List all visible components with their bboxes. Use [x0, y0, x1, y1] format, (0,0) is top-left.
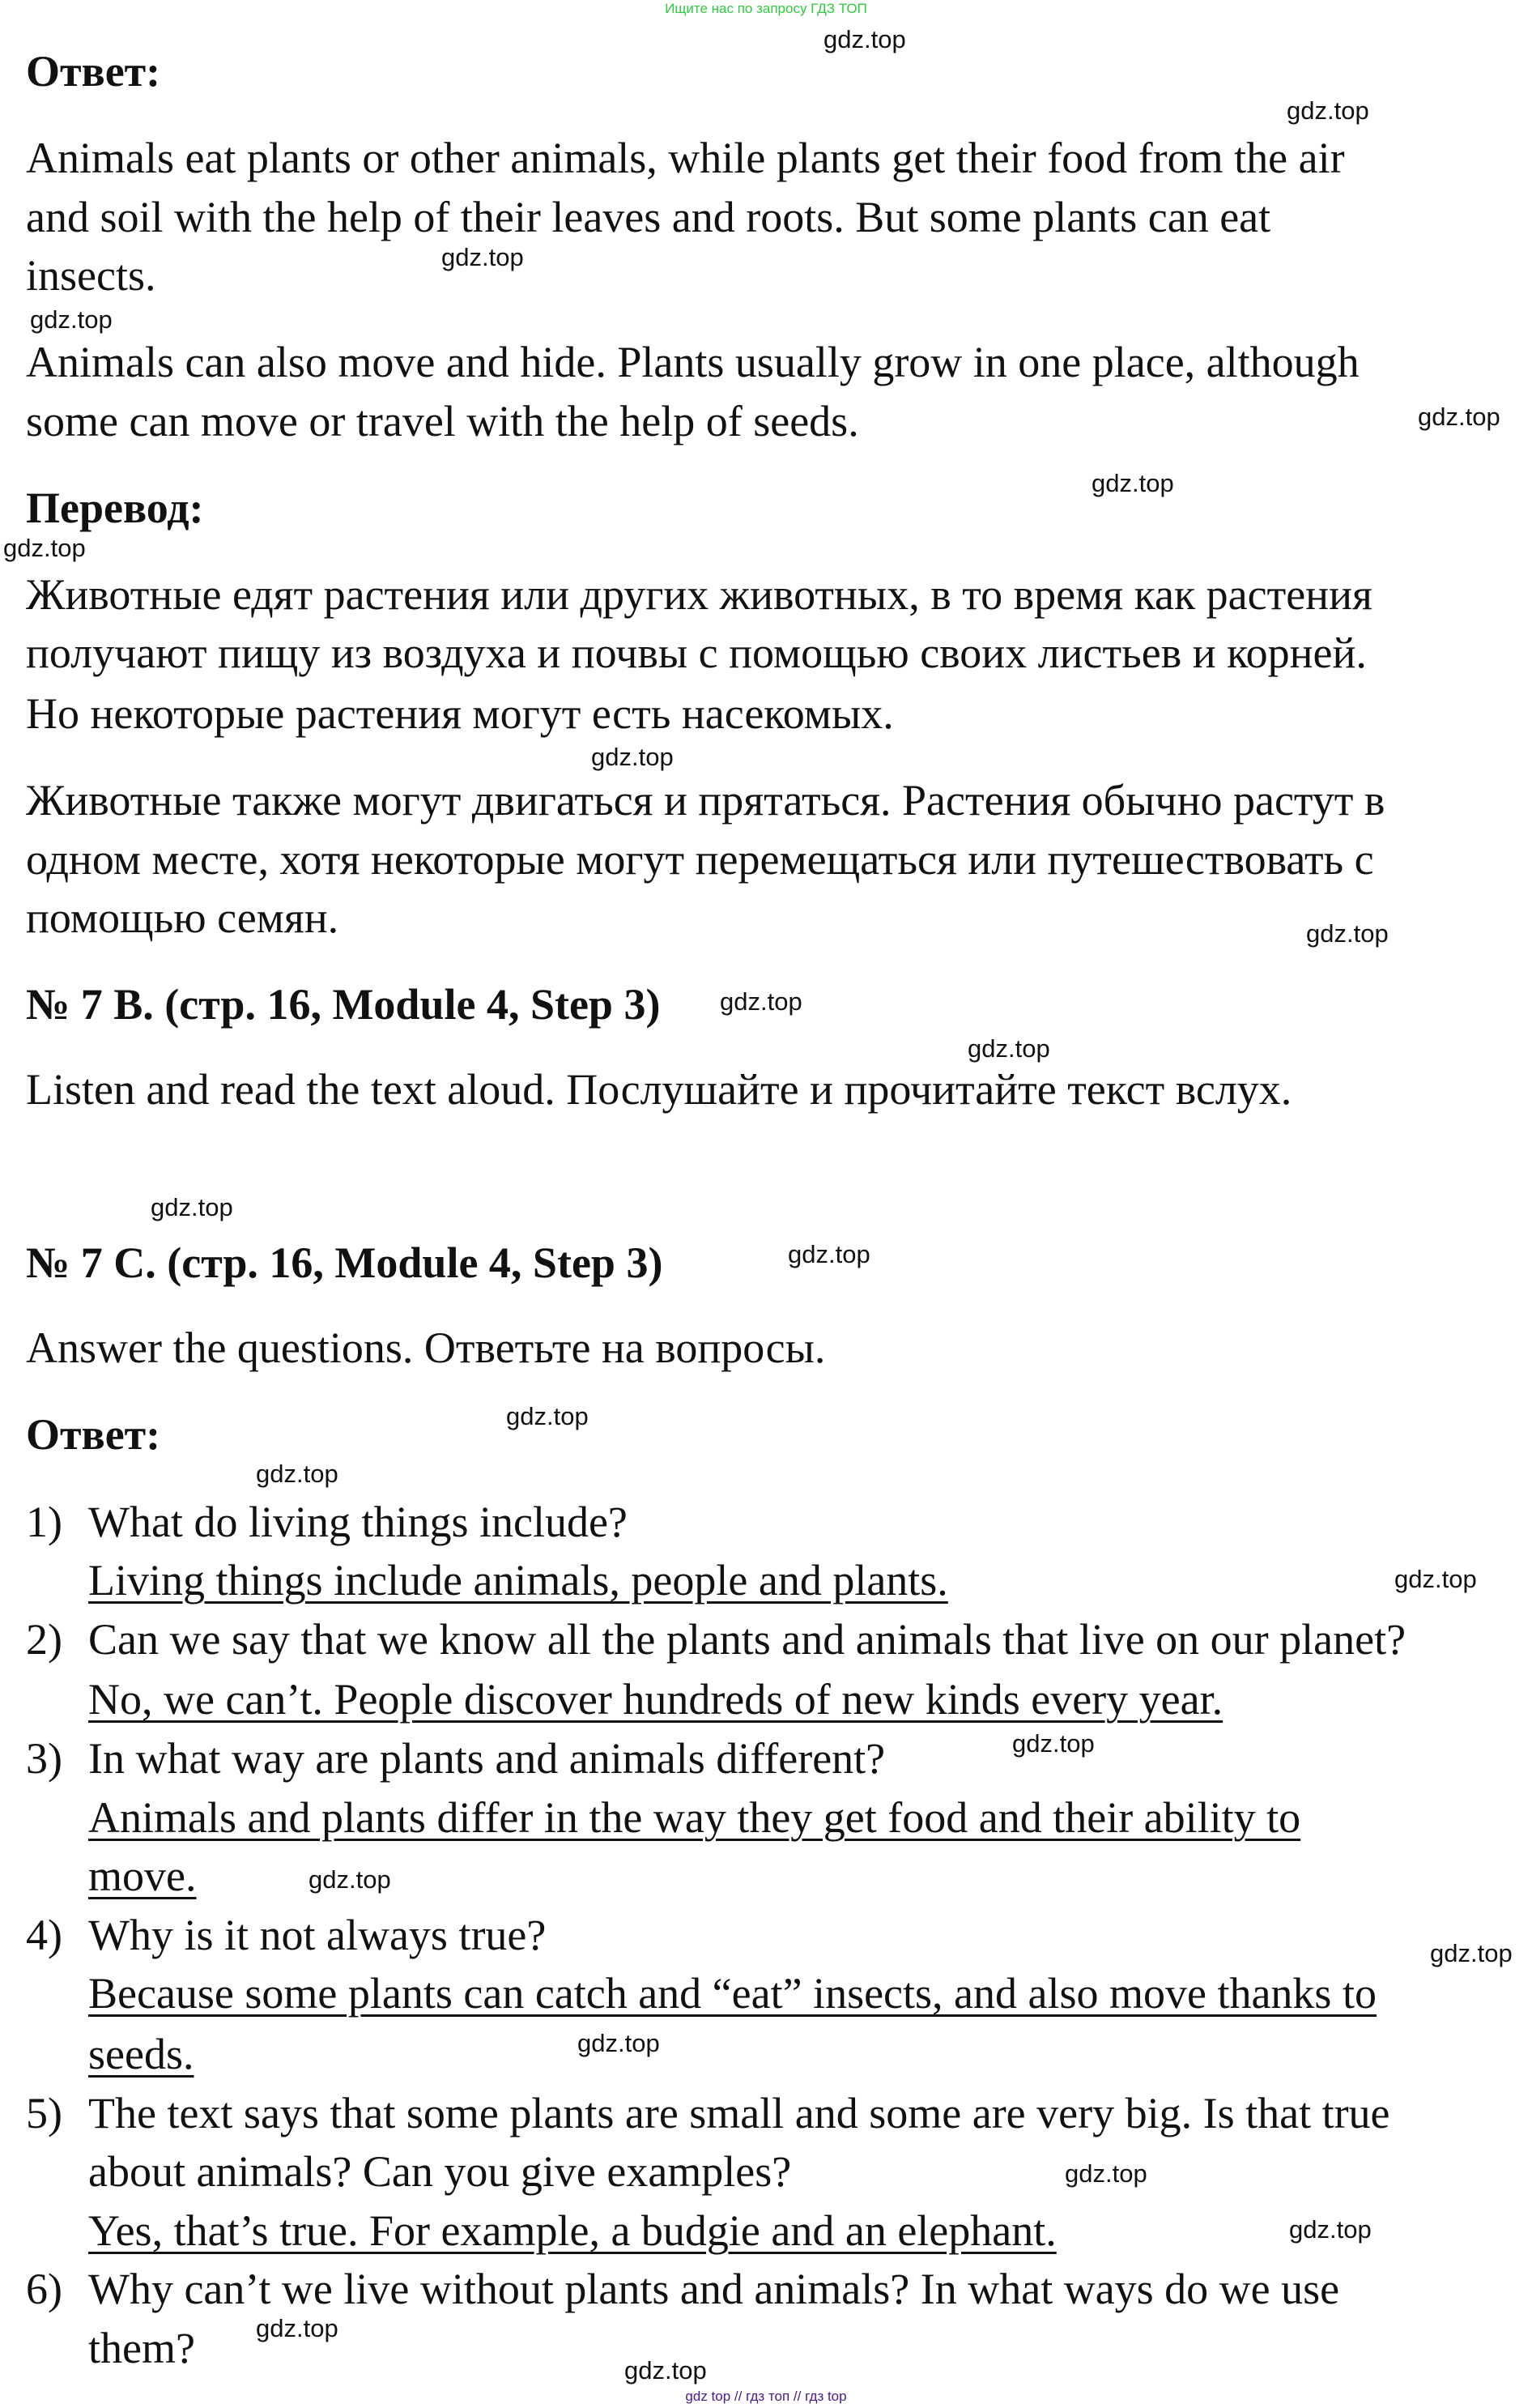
watermark: gdz.top	[591, 743, 674, 771]
watermark: gdz.top	[1092, 469, 1174, 497]
watermark: gdz.top	[968, 1034, 1050, 1063]
watermark: gdz.top	[1012, 1729, 1095, 1758]
question-line: about animals? Can you give examples?	[88, 2147, 792, 2196]
answer-text-line: some can move or travel with the help of seeds.	[26, 397, 859, 445]
search-banner: Ищите нас по запросу ГДЗ ТОП	[665, 1, 867, 16]
translation-text-line: одном месте, хотя некоторые могут перемещаться или путешествовать с	[26, 835, 1374, 884]
question-line: Why is it not always true?	[88, 1911, 547, 1959]
watermark: gdz.top	[1289, 2215, 1372, 2244]
answer-line: Yes, that’s true. For example, a budgie and an elephant.	[88, 2206, 1057, 2255]
watermark: gdz.top	[624, 2356, 707, 2385]
answer-line: seeds.	[88, 2030, 194, 2078]
task-7b-heading: № 7 B. (стр. 16, Module 4, Step 3)	[26, 980, 661, 1029]
translation-text-line: помощью семян.	[26, 893, 339, 942]
item-number: 1)	[26, 1498, 62, 1546]
watermark: gdz.top	[1418, 403, 1500, 431]
watermark: gdz.top	[1065, 2159, 1147, 2188]
answer-text-line: Animals can also move and hide. Plants usually grow in one place, although	[26, 338, 1360, 386]
question-line: In what way are plants and animals different?	[88, 1734, 886, 1783]
task-7c-instruction: Answer the questions. Ответьте на вопросы.	[26, 1323, 826, 1372]
question-line: Why can’t we live without plants and animals? In what ways do we use	[88, 2265, 1340, 2313]
question-line: The text says that some plants are small and some are very big. Is that true	[88, 2089, 1390, 2137]
question-line: them?	[88, 2324, 195, 2372]
translation-heading: Перевод:	[26, 484, 204, 532]
translation-text-line: Животные также могут двигаться и прятаться. Растения обычно растут в	[26, 776, 1385, 825]
footer-links: gdz top // гдз топ // гдз top	[685, 2389, 847, 2404]
watermark: gdz.top	[441, 243, 524, 271]
item-number: 2)	[26, 1615, 62, 1664]
answer-text-line: Animals eat plants or other animals, while plants get their food from the air	[26, 134, 1345, 182]
watermark: gdz.top	[1430, 1939, 1513, 1967]
item-number: 4)	[26, 1911, 62, 1959]
question-line: Can we say that we know all the plants and animals that live on our planet?	[88, 1615, 1406, 1664]
watermark: gdz.top	[823, 25, 906, 53]
translation-text-line: получают пищу из воздуха и почвы с помощью своих листьев и корней.	[26, 629, 1367, 677]
translation-text-line: Животные едят растения или других животных, в то время как растения	[26, 570, 1372, 619]
watermark: gdz.top	[788, 1240, 870, 1268]
watermark: gdz.top	[309, 1865, 391, 1894]
item-number: 5)	[26, 2089, 62, 2137]
watermark: gdz.top	[256, 1460, 338, 1488]
task-7c-heading: № 7 C. (стр. 16, Module 4, Step 3)	[26, 1238, 663, 1287]
translation-text-line: Но некоторые растения могут есть насекомых.	[26, 689, 894, 738]
item-number: 6)	[26, 2265, 62, 2313]
watermark: gdz.top	[1306, 919, 1389, 948]
answer-text-line: insects.	[26, 251, 156, 300]
answer-line: Because some plants can catch and “eat” insects, and also move thanks to	[88, 1969, 1377, 2018]
answer-heading: Ответ:	[26, 47, 161, 96]
item-number: 3)	[26, 1734, 62, 1783]
answer-text-line: and soil with the help of their leaves and roots. But some plants can eat	[26, 193, 1271, 241]
watermark: gdz.top	[151, 1193, 233, 1221]
answer-line: move.	[88, 1852, 197, 1900]
task-7b-instruction: Listen and read the text aloud. Послушайте и прочитайте текст вслух.	[26, 1065, 1292, 1114]
answer-line: Animals and plants differ in the way they get food and their ability to	[88, 1793, 1301, 1842]
watermark: gdz.top	[577, 2029, 660, 2057]
watermark: gdz.top	[256, 2314, 338, 2342]
watermark: gdz.top	[3, 534, 86, 562]
answer-line: No, we can’t. People discover hundreds of new kinds every year.	[88, 1675, 1223, 1724]
question-line: What do living things include?	[88, 1498, 628, 1546]
watermark: gdz.top	[30, 305, 113, 334]
task-7c-answer-heading: Ответ:	[26, 1410, 161, 1459]
watermark: gdz.top	[506, 1402, 589, 1430]
watermark: gdz.top	[1394, 1565, 1477, 1593]
watermark: gdz.top	[1287, 96, 1369, 125]
watermark: gdz.top	[720, 987, 802, 1016]
answer-line: Living things include animals, people and plants.	[88, 1556, 948, 1605]
